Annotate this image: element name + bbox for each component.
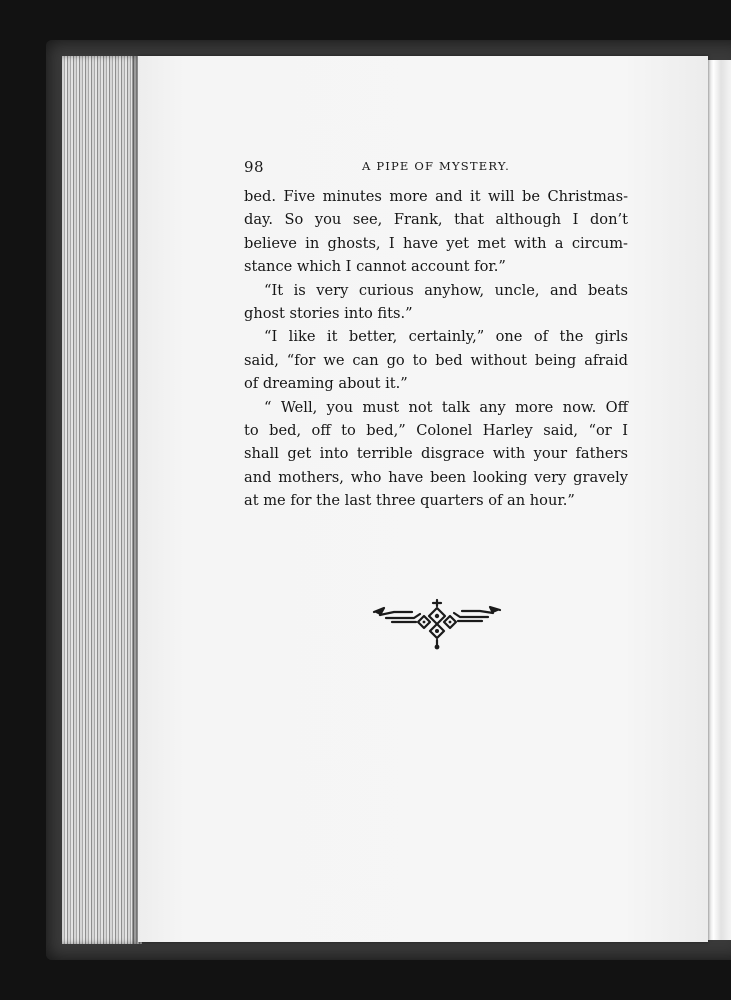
text-line: at me for the last three quarters of an hour.”	[244, 492, 575, 510]
page-stack-edge	[62, 56, 142, 944]
text-line: day. So you see, Frank, that although I don’t	[244, 211, 628, 229]
text-line: and mothers, who have been looking very gravely	[244, 468, 628, 486]
text-line: of dreaming about it.”	[244, 375, 408, 393]
running-head: A PIPE OF MYSTERY.	[361, 159, 511, 173]
text-line: shall get into terrible disgrace with your fathers	[244, 445, 628, 463]
text-line: to bed, off to bed,” Colonel Harley said, “or I	[244, 422, 628, 440]
page-number: 98	[244, 158, 265, 176]
tailpiece-ornament-icon	[372, 598, 502, 650]
text-line: said, “for we can go to bed without being afraid	[244, 351, 628, 369]
text-line: bed. Five minutes more and it will be Christmas-	[244, 188, 628, 205]
text-line: ghost stories into fits.”	[244, 305, 413, 323]
page-body-text	[244, 185, 628, 513]
text-line: stance which I cannot account for.”	[244, 258, 506, 276]
right-page-edge	[706, 60, 731, 940]
text-line: “I like it better, certainly,” one of the girls	[264, 328, 628, 346]
page-header	[244, 158, 628, 180]
text-line: “It is very curious anyhow, uncle, and beats	[264, 281, 628, 299]
text-line: “ Well, you must not talk any more now. Off	[264, 398, 628, 416]
text-line: believe in ghosts, I have yet met with a circum-	[244, 234, 628, 252]
